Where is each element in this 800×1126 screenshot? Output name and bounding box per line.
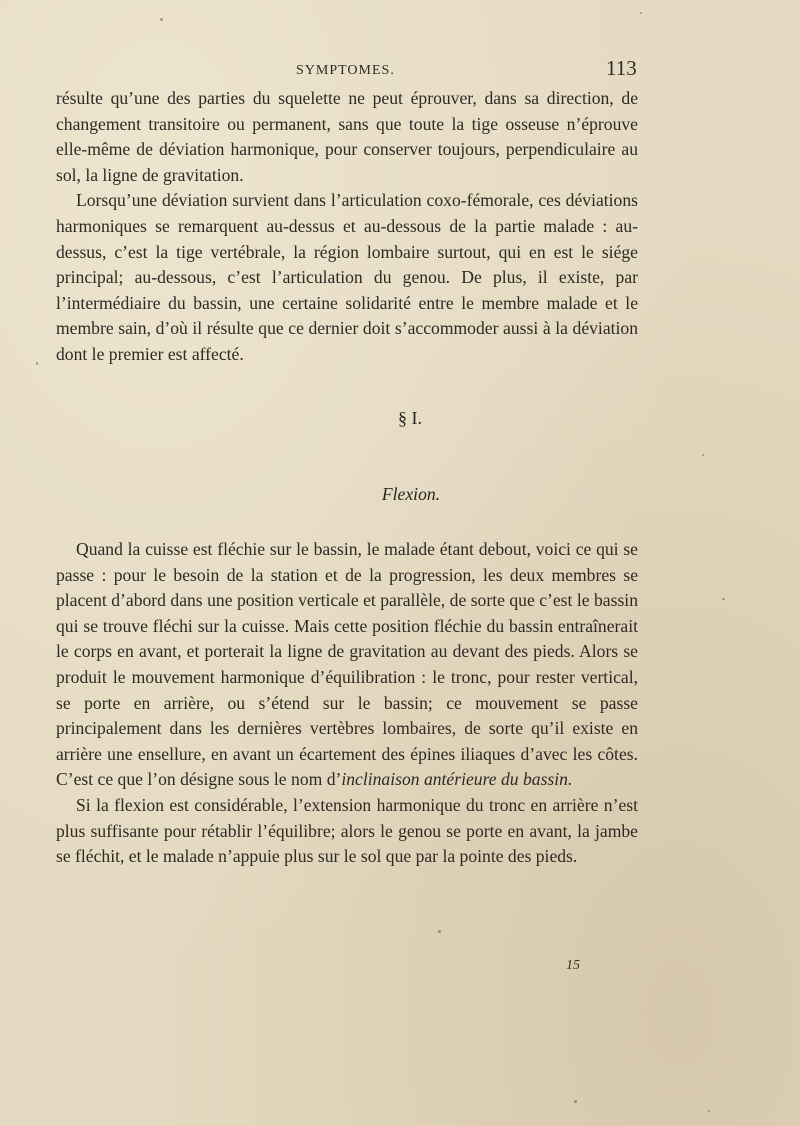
paper-speck bbox=[702, 454, 704, 456]
text-block-bottom bbox=[56, 537, 638, 870]
paper-speck bbox=[36, 362, 38, 365]
paragraph-3-text: Quand la cuisse est fléchie sur le bassin, le malade étant debout, voici ce qui se passe : pour le besoin de la station et de la progression, les deux membres se placent d’abord dans une position verticale et parallèle, de sorte que c’est le bassin qui se trouve fléchi sur la cuisse. Mais cette position fléchie du bassin entraînerait le corps en avant, et porterait la ligne de gravitation au devant des pieds. Alors se produit le mouvement harmonique d’équilibration : le tronc, pour rester vertical, se porte en arrière, ou s’étend sur le bassin; ce mouvement se passe principalement dans les dernières vertèbres lombaires, de sorte qu’il existe en arrière une ensellure, en avant un écartement des épines iliaques d’avec les côtes. C’est ce que l’on désigne sous le nom d’ bbox=[56, 539, 638, 790]
paper-speck bbox=[160, 18, 163, 21]
text-block-top bbox=[56, 86, 638, 368]
paper-speck bbox=[438, 930, 441, 933]
section-title: Flexion. bbox=[381, 484, 441, 504]
paragraph-3-italic-term: inclinaison antérieure du bassin. bbox=[341, 769, 573, 790]
signature-mark: 15 bbox=[566, 958, 580, 973]
paper-speck bbox=[722, 598, 725, 600]
section-number: § I. bbox=[398, 408, 422, 428]
paragraph-4: Si la flexion est considérable, l’extension harmonique du tronc en arrière n’est plus suffisante pour rétablir l’équilibre; alors le genou se porte en avant, la jambe se fléchit, et le malade n’appuie plus sur le sol que par la pointe des pieds. bbox=[56, 794, 638, 867]
page-number: 113 bbox=[606, 56, 637, 80]
paper-speck bbox=[574, 1100, 577, 1103]
paper-speck bbox=[708, 1110, 710, 1112]
paragraph-1: résulte qu’une des parties du squelette ne peut éprouver, dans sa direction, de changement transitoire ou permanent, sans que toute la tige osseuse n’éprouve elle-même de déviation harmonique, pour conserver toujours, perpendiculaire au sol, la ligne de gravitation. bbox=[56, 88, 638, 185]
running-title: SYMPTOMES. bbox=[296, 63, 395, 78]
paragraph-3 bbox=[56, 537, 638, 793]
paragraph-2: Lorsqu’une déviation survient dans l’articulation coxo-fémorale, ces déviations harmoniques se remarquent au-dessus et au-dessous de la partie malade : au-dessus, c’est la tige vertébrale, la région lombaire surtout, qui en est le siége principal; au-dessous, c’est l’articulation du genou. De plus, il existe, par l’intermédiaire du bassin, une certaine solidarité entre le membre malade et le membre sain, d’où il résulte que ce dernier doit s’accommoder aussi à la déviation dont le premier est affecté. bbox=[56, 190, 638, 364]
paper-speck bbox=[640, 12, 642, 14]
